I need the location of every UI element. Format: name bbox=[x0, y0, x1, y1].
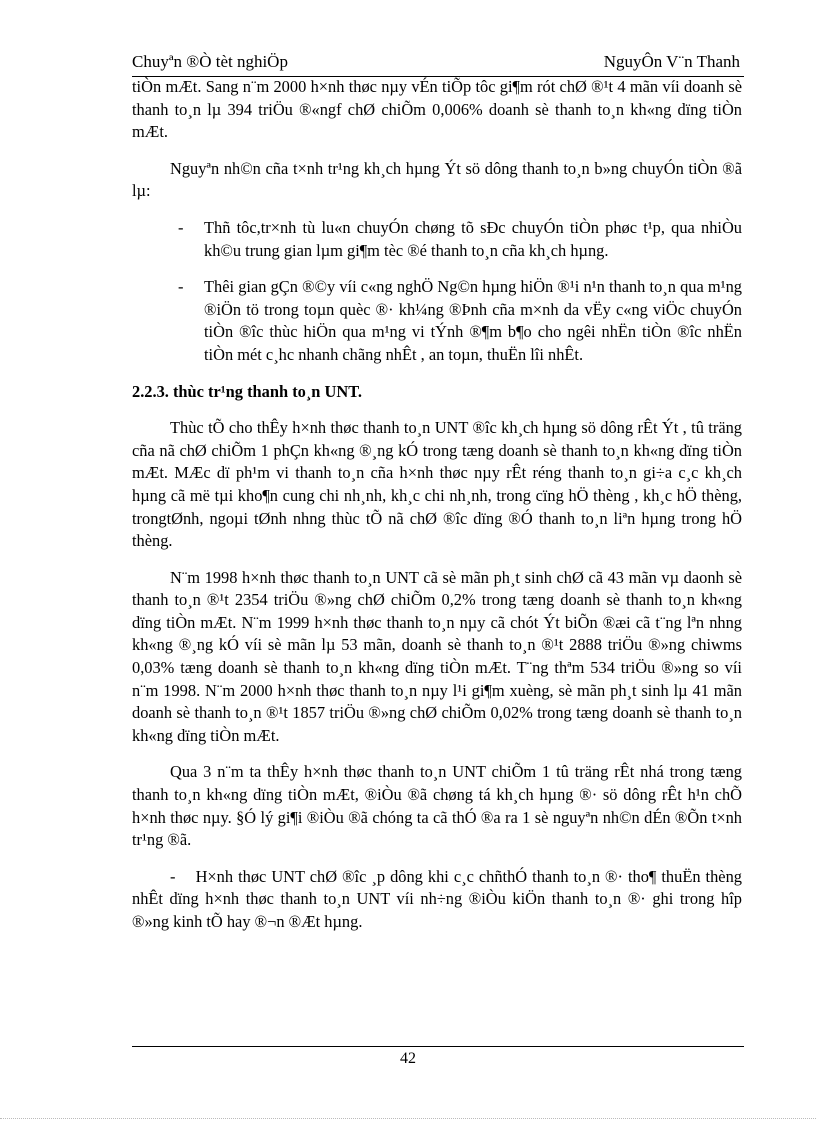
bullet-item bbox=[132, 217, 742, 262]
paragraph-text: H×nh thøc UNT chØ ®îc ¸p dông khi c¸c chñthÓ thanh to¸n ®· tho¶ thuËn thèng nhÊt dïng h×nh thøc thanh to¸n UNT víi nh÷ng ®iÒu kiÖn thanh to¸n ®· ghi trong hîp ®»ng kinh tÕ hay ®¬n ®Æt hµng. bbox=[132, 866, 742, 931]
paragraph-causes-intro: Nguyªn nh©n cña t×nh tr¹ng kh¸ch hµng Ýt sö dông thanh to¸n b»ng chuyÓn tiÒn ®ã lµ: bbox=[132, 158, 742, 201]
paragraph-continuation: tiÒn mÆt. Sang n¨m 2000 h×nh thøc nµy vÉn tiÕp tôc gi¶m rót chØ ®¹t 4 mãn víi doanh sè thanh to¸n lµ 394 triÖu ®«ngf chØ chiÕm 0,006% doanh sè thanh to¸n kh«ng dïng tiÒn mÆt. bbox=[132, 77, 742, 142]
header-author-name: NguyÔn V¨n Thanh bbox=[603, 52, 740, 71]
page-number: 42 bbox=[400, 1050, 416, 1067]
bullet-text: Thñ tôc,tr×nh tù lu«n chuyÓn chøng tõ sÐc chuyÓn tiÒn phøc t¹p, qua nhiÒu kh©u trung gian lµm gi¶m tèc ®é thanh to¸n cña kh¸ch hµng. bbox=[204, 217, 742, 260]
paragraph-three-year-summary: Qua 3 n¨m ta thÊy h×nh thøc thanh to¸n UNT chiÕm 1 tû träng rÊt nhá trong tæng thanh to¸n kh«ng dïng tiÒn mÆt, ®iÒu ®ã chøng tá kh¸ch hµng ®· sö dông rÊt h¹n chÕ h×nh thøc nµy. §Ó lý gi¶i ®iÒu ®ã chóng ta cã thÓ ®a ra 1 sè nguyªn nh©n dÉn ®Õn t×nh tr¹ng ®ã. bbox=[132, 762, 742, 850]
paragraph-unt-usage: Thùc tÕ cho thÊy h×nh thøc thanh to¸n UNT ®îc kh¸ch hµng sö dông rÊt Ýt , tû träng cña nã chØ chiÕm 1 phÇn kh«ng ®¸ng kÓ trong tæng doanh sè thanh to¸n kh«ng dïng tiÒn mÆt. MÆc dï ph¹m vi thanh to¸n cña h×nh thøc nµy rÊt réng thanh to¸n gi÷a c¸c kh¸ch hµng cã më tµi kho¶n cung chi nh¸nh, kh¸c chi nh¸nh, trong cïng hÖ thèng , kh¸c hÖ thèng, trongtØnh, ngoµi tØnh nhng thùc tÕ nã chØ ®îc dïng ®Ó thanh to¸n liªn hµng trong hÖ thèng. bbox=[132, 418, 742, 551]
bullet-dash: - bbox=[170, 866, 176, 886]
paragraph-unt-figures: N¨m 1998 h×nh thøc thanh to¸n UNT cã sè mãn ph¸t sinh chØ cã 43 mãn vµ daonh sè thanh to¸n ®¹t 2354 triÖu ®»ng chØ chiÕm 0,2% trong tæng doanh sè thanh to¸n kh«ng dïng tiÒn mÆt. N¨m 1999 h×nh thøc thanh to¸n nµy cã chót Ýt biÕn ®æi cã t¨ng lªn nhng kh«ng ®¸ng kÓ víi sè mãn lµ 53 mãn, doanh sè thanh to¸n ®¹t 2888 triÖu ®»ng chiwms 0,03% tæng doanh sè thanh to¸n kh«ng dïng tiÒn mÆt. T¨ng thªm 534 triÖu ®»ng so víi n¨m 1998. N¨m 2000 h×nh thøc thanh to¸n nµy l¹i gi¶m xuèng, sè mãn ph¸t sinh lµ 41 mãn doanh sè thanh to¸n ®¹t 1857 triÖu ®»ng chØ chiÕm 0,02% trong tæng doanh sè thanh to¸n kh«ng dïng tiÒn mÆt. bbox=[132, 567, 742, 745]
bullet-text: Thêi gian gÇn ®©y víi c«ng nghÖ Ng©n hµng hiÖn ®¹i n¹n thanh to¸n qua m¹ng ®iÖn tö trong toµn quèc ®· kh¼ng ®Þnh cña m×nh da vËy c«ng viÖc chuyÓn tiÒn ®îc thùc hiÖn qua m¹ng vi tÝnh ®¶m b¶o cho ngêi nhËn tiÒn ®îc nhËn tiÒn mét c¸hc nhanh chãng nhÊt , an toµn, thuËn lîi nhÊt. bbox=[204, 277, 742, 364]
bullet-item bbox=[132, 276, 742, 366]
footer-divider bbox=[132, 1046, 744, 1047]
page-header bbox=[132, 52, 744, 77]
section-heading: 2.2.3. thùc tr¹ng thanh to¸n UNT. bbox=[132, 381, 363, 401]
page-bottom-dotted-border bbox=[0, 1118, 816, 1119]
page-body bbox=[132, 76, 742, 934]
header-thesis-title: Chuyªn ®Ò tèt nghiÖp bbox=[132, 52, 288, 71]
bullet-dash: - bbox=[178, 277, 184, 297]
bullet-dash: - bbox=[178, 217, 184, 237]
paragraph-unt-conditions bbox=[132, 866, 742, 934]
